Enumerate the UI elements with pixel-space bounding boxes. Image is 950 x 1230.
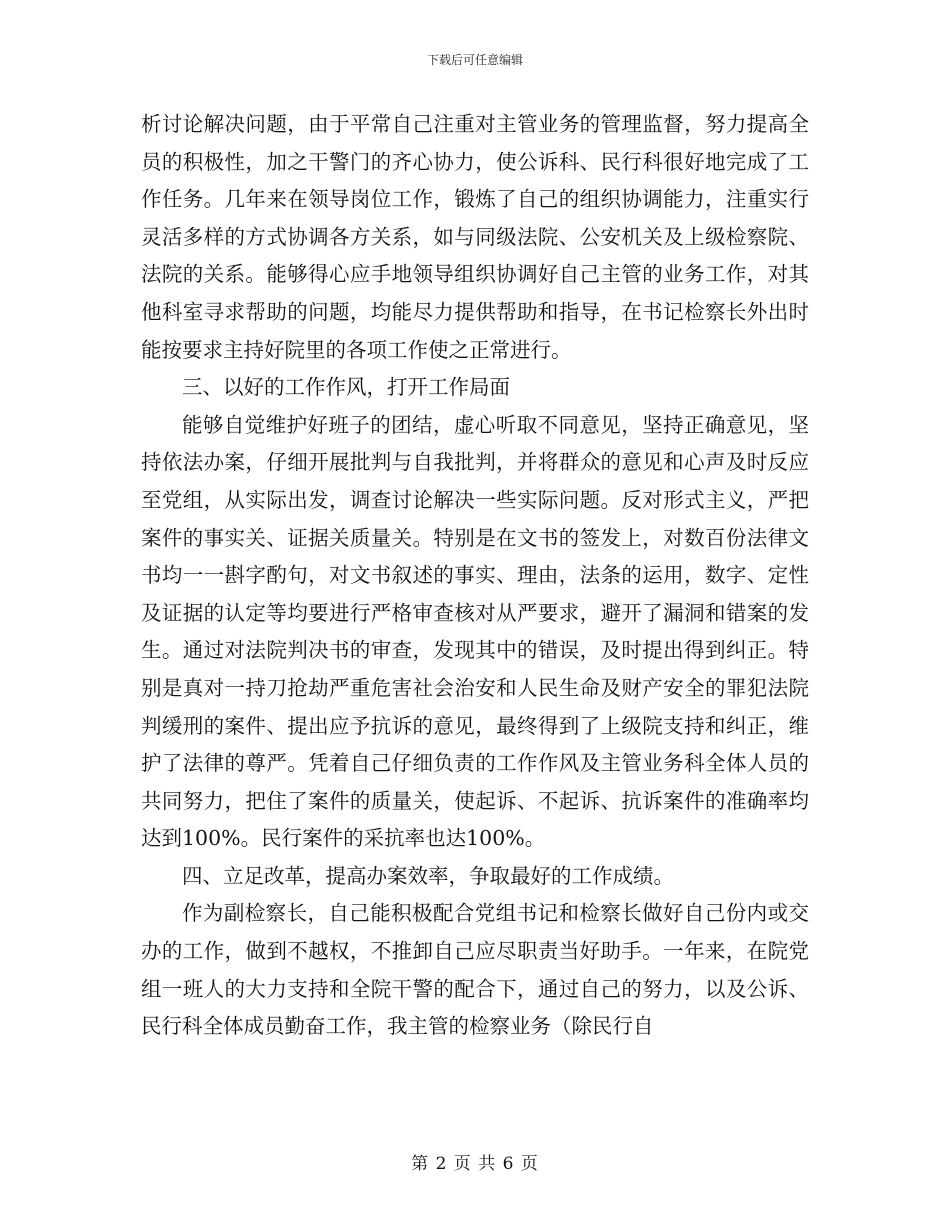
page-number: 第 2 页 共 6 页: [411, 1154, 539, 1174]
paragraph: 能够自觉维护好班子的团结，虚心听取不同意见，坚持正确意见，坚持依法办案，仔细开展批判与自我批判，并将群众的意见和心声及时反应至党组，从实际出发，调查讨论解决一些实际问题。反对形式主义，严把案件的事实关、证据关质量关。特别是在文书的签发上，对数百份法律文书均一一斟字酌句，对文书叙述的事实、理由，法条的运用，数字、定性及证据的认定等均要进行严格审查核对从严要求，避开了漏洞和错案的发生。通过对法院判决书的审查，发现其中的错误，及时提出得到纠正。特别是真对一持刀抢劫严重危害社会治安和人民生命及财产安全的罪犯法院判缓刑的案件、提出应予抗诉的意见，最终得到了上级院支持和纠正，维护了法律的尊严。凭着自己仔细负责的工作作风及主管业务科全体人员的共同努力，把住了案件的质量关，使起诉、不起诉、抗诉案件的准确率均达到100%。民行案件的采抗率也达100%。: [141, 412, 809, 851]
section-heading: 三、以好的工作作风，打开工作局面: [182, 375, 510, 400]
section-heading: 四、立足改革，提高办案效率，争取最好的工作成绩。: [182, 863, 674, 888]
page-header: 下载后可任意编辑: [426, 53, 523, 67]
paragraph: 析讨论解决问题，由于平常自己注重对主管业务的管理监督，努力提高全员的积极性，加之干警门的齐心协力，使公诉科、民行科很好地完成了工作任务。几年来在领导岗位工作，锻炼了自己的组织协调能力，注重实行灵活多样的方式协调各方关系，如与同级法院、公安机关及上级检察院、法院的关系。能够得心应手地领导组织协调好自己主管的业务工作，对其他科室寻求帮助的问题，均能尽力提供帮助和指导，在书记检察长外出时能按要求主持好院里的各项工作使之正常进行。: [141, 112, 809, 362]
document-body: [141, 106, 809, 1046]
paragraph: 作为副检察长，自己能积极配合党组书记和检察长做好自己份内或交办的工作，做到不越权，不推卸自己应尽职责当好助手。一年来，在院党组一班人的大力支持和全院干警的配合下，通过自己的努力，以及公诉、民行科全体成员勤奋工作，我主管的检察业务（除民行自: [141, 901, 809, 1039]
